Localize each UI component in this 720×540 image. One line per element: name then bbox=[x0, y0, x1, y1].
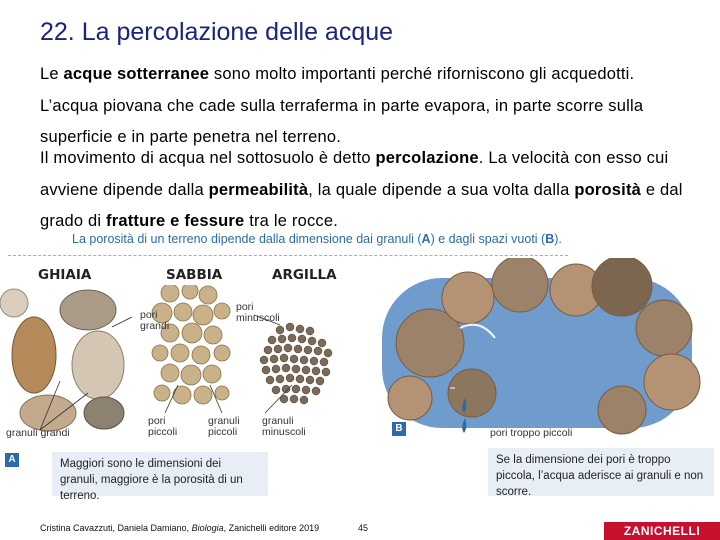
label-pori-piccoli bbox=[148, 416, 177, 438]
caption-text: ). bbox=[554, 232, 562, 246]
page-title: 22. La percolazione delle acque bbox=[40, 18, 394, 46]
clay-grains bbox=[260, 323, 332, 404]
label-sabbia: SABBIA bbox=[166, 267, 223, 283]
caption-a-box: Maggiori sono le dimensioni dei granuli, maggiore è la porosità di un terreno. bbox=[52, 452, 268, 496]
label-argilla: ARGILLA bbox=[272, 267, 337, 283]
credit-text: , Zanichelli editore 2019 bbox=[223, 523, 320, 533]
figure-divider bbox=[8, 255, 568, 256]
intro-paragraph bbox=[40, 59, 690, 154]
label-granuli-grandi: granuli grandi bbox=[6, 427, 70, 439]
badge-b: B bbox=[392, 422, 406, 436]
label-pori-grandi bbox=[140, 310, 169, 332]
pori-minuscoli-text: pori minuscoli bbox=[236, 301, 280, 324]
caption-text: ) e dagli spazi vuoti ( bbox=[430, 232, 546, 246]
caption-text: La porosità di un terreno dipende dalla dimensione dai granuli ( bbox=[72, 232, 422, 246]
text: . La velocità con esso cui avviene dipende dalla bbox=[40, 149, 669, 199]
pori-grandi-text: pori grandi bbox=[140, 309, 170, 332]
keyword-acque-sotterranee: acque sotterranee bbox=[63, 65, 210, 83]
footer-credit bbox=[40, 523, 319, 533]
label-granuli-minuscoli bbox=[262, 416, 306, 438]
granuli-piccoli-text: granuli piccoli bbox=[208, 415, 240, 438]
pori-piccoli-text: pori piccoli bbox=[148, 415, 178, 438]
text: sono molto importanti perché riforniscono gli acquedotti. L’acqua piovana che cade sulla terraferma in parte evapora, in parte scorre sulla superficie e in parte penetra nel terreno. bbox=[40, 65, 644, 146]
gravel-pebbles bbox=[0, 289, 124, 431]
keyword-fratture-fessure: fratture e fessure bbox=[106, 212, 245, 230]
caption-ref-a: A bbox=[421, 232, 431, 246]
text: Il movimento di acqua nel sottosuolo è detto bbox=[40, 149, 376, 167]
text: tra le rocce. bbox=[244, 212, 339, 230]
caption-ref-b: B bbox=[545, 232, 555, 246]
sand-grains bbox=[152, 285, 230, 404]
label-ghiaia: GHIAIA bbox=[38, 267, 92, 283]
text: , la quale dipende a sua volta dalla bbox=[308, 180, 575, 199]
publisher-logo: ZANICHELLI bbox=[604, 522, 720, 540]
text: Le bbox=[40, 65, 64, 83]
caption-b-box: Se la dimensione dei pori è troppo piccola, l’acqua aderisce ai granuli e non scorre. bbox=[488, 448, 714, 496]
label-granuli-piccoli bbox=[208, 416, 240, 438]
keyword-permeabilita: permeabilità bbox=[208, 180, 309, 199]
label-pori-minuscoli bbox=[236, 302, 280, 324]
granuli-minuscoli-text: granuli minuscoli bbox=[262, 415, 306, 438]
pore-water-illustration bbox=[360, 258, 720, 438]
keyword-porosita: porosità bbox=[574, 180, 642, 199]
keyword-percolazione: percolazione bbox=[375, 149, 479, 167]
sediment-illustration bbox=[0, 285, 360, 435]
figure-caption bbox=[72, 232, 562, 246]
text: e dal grado di bbox=[40, 180, 683, 230]
percolation-paragraph bbox=[40, 143, 690, 238]
badge-a: A bbox=[5, 453, 19, 467]
label-pori-troppo-piccoli: pori troppo piccoli bbox=[490, 427, 573, 439]
credit-text: Cristina Cavazzuti, Daniela Damiano, bbox=[40, 523, 192, 533]
credit-book-title: Biologia bbox=[191, 523, 224, 533]
page-number: 45 bbox=[358, 523, 369, 533]
